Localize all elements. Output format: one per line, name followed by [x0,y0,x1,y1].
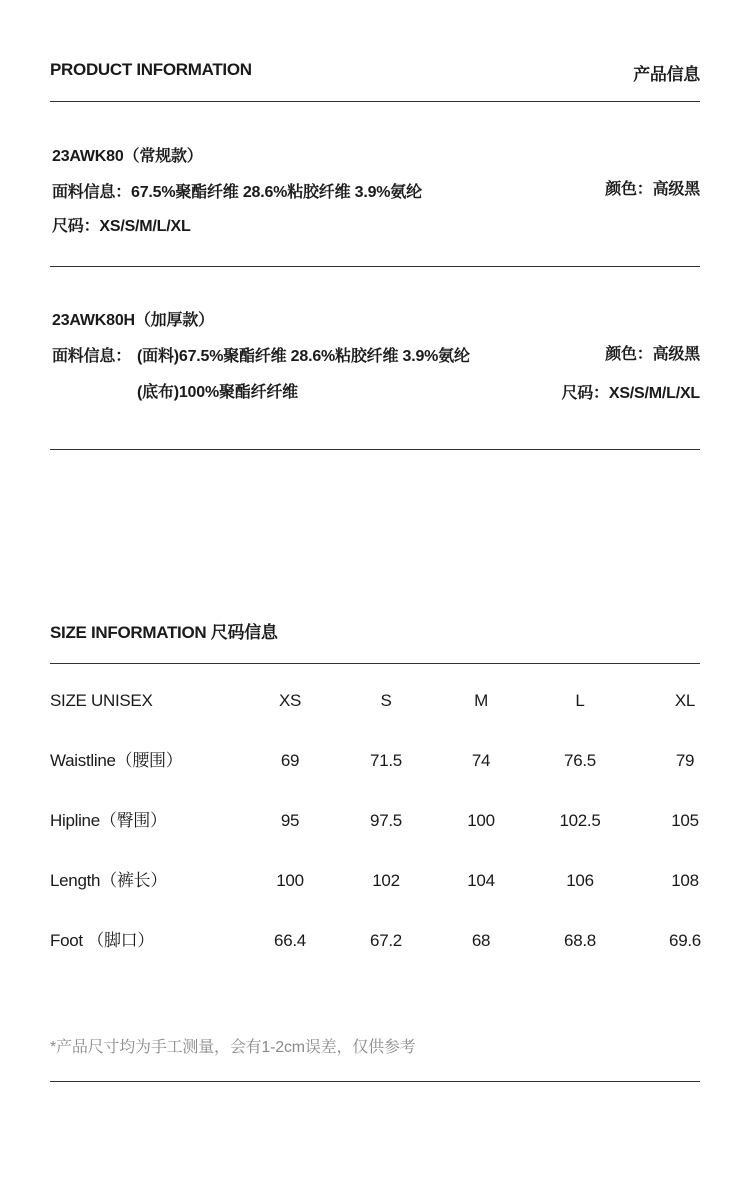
fabric-composition: (面料)67.5%聚酯纤维 28.6%粘胶纤维 3.9%氨纶 [137,348,470,365]
table-cell: 69 [280,751,300,770]
row-label: Foot （脚口） [50,931,155,950]
table-cell: 104 [467,871,495,890]
table-row [50,806,710,836]
variant-color: 颜色：高级黑 [605,181,700,198]
fabric-info [52,179,422,202]
table-cell: 100 [276,871,304,890]
fabric-label: 面料信息： [52,348,132,365]
table-cell: 71.5 [370,751,402,770]
size-header-m: M [474,691,488,710]
table-cell: 68 [471,931,491,950]
table-cell: 66.4 [274,931,306,950]
row-label: Length（裤长） [50,871,167,890]
table-cell: 106 [566,871,594,890]
size-header-s: S [380,691,392,710]
table-cell: 95 [280,811,300,830]
table-cell: 105 [671,811,699,830]
size-info-title: SIZE INFORMATION 尺码信息 [50,623,278,642]
product-info-title-en: PRODUCT INFORMATION [50,60,252,79]
divider [50,1081,700,1082]
divider [50,101,700,102]
fabric-info [52,343,470,366]
size-header-l: L [575,691,585,710]
table-cell: 67.2 [370,931,402,950]
table-cell: 74 [471,751,491,770]
table-cell: 102 [372,871,400,890]
row-label: Hipline（臀围） [50,811,167,830]
size-header-label: SIZE UNISEX [50,691,153,710]
fabric-composition: 67.5%聚酯纤维 28.6%粘胶纤维 3.9%氨纶 [131,184,422,201]
table-cell: 97.5 [370,811,402,830]
table-cell: 100 [467,811,495,830]
product-info-title-cn: 产品信息 [633,65,700,84]
divider [50,266,700,267]
table-cell: 108 [671,871,699,890]
variant-size: 尺码：XS/S/M/L/XL [52,218,191,235]
size-header-xs: XS [278,691,302,710]
table-row [50,746,710,776]
table-cell: 69.6 [669,931,701,950]
fabric-composition-base: (底布)100%聚酯纤纤维 [137,384,298,401]
row-label: Waistline（腰围） [50,751,183,770]
variant-name: 23AWK80（常规款） [52,148,203,165]
table-row [50,926,710,956]
table-row [50,866,710,896]
fabric-label: 面料信息： [52,184,132,201]
size-table-header [50,686,710,716]
table-cell: 79 [675,751,695,770]
table-cell: 68.8 [564,931,596,950]
size-header-xl: XL [674,691,696,710]
table-cell: 76.5 [564,751,596,770]
variant-size: 尺码：XS/S/M/L/XL [561,385,700,402]
divider [50,663,700,664]
variant-name: 23AWK80H（加厚款） [52,312,214,329]
divider [50,449,700,450]
variant-color: 颜色：高级黑 [605,346,700,363]
measurement-note: *产品尺寸均为手工测量，会有1-2cm误差，仅供参考 [50,1039,416,1056]
table-cell: 102.5 [559,811,601,830]
